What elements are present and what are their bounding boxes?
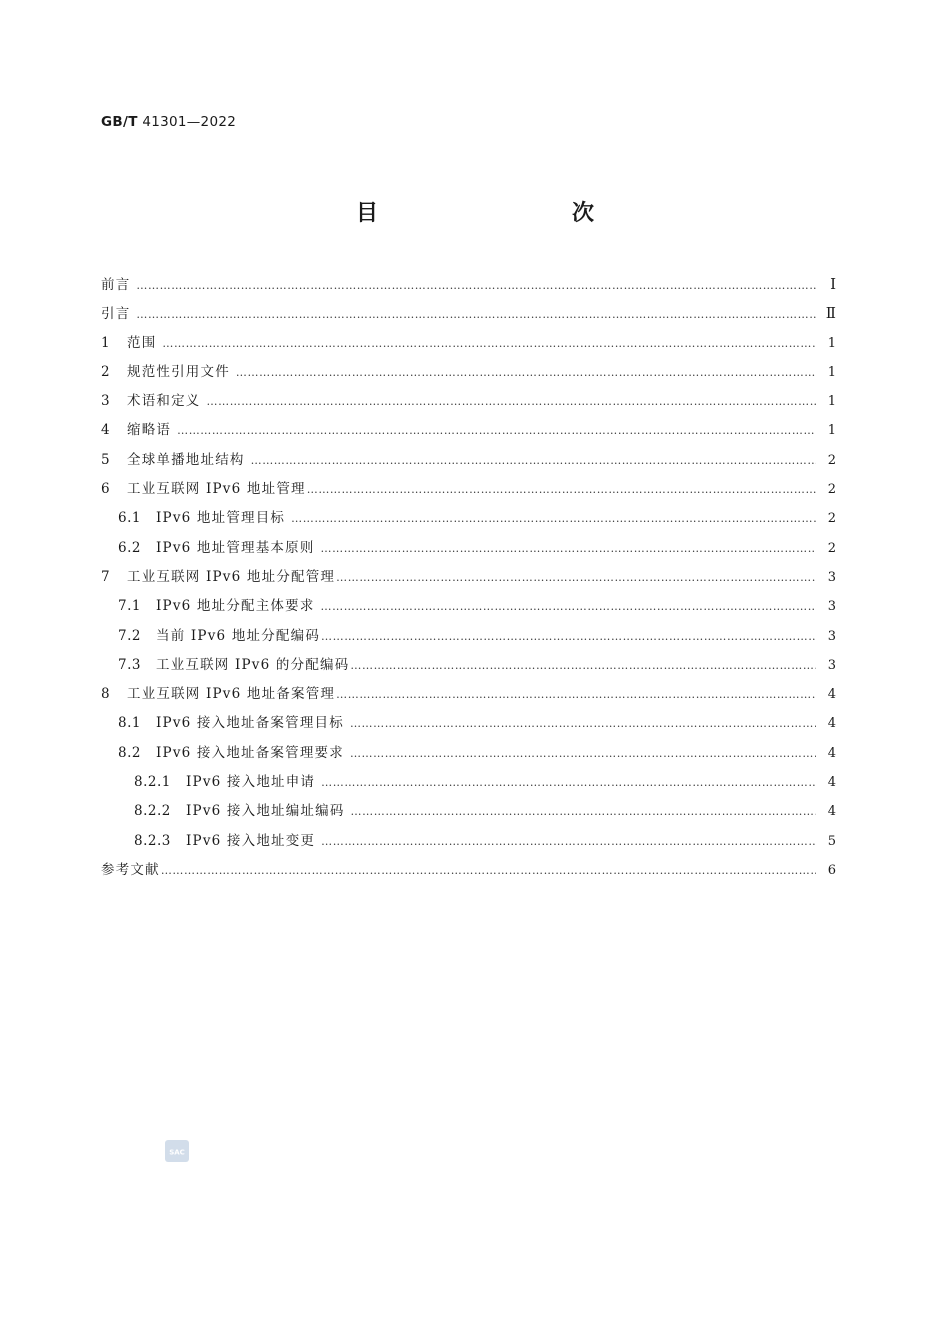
dot-leader bbox=[136, 300, 816, 329]
table-of-contents bbox=[101, 270, 836, 885]
toc-entry-page: 5 bbox=[827, 833, 836, 849]
toc-entry-page: 3 bbox=[827, 599, 836, 615]
dot-leader bbox=[350, 739, 816, 768]
toc-entry-title: 全球单播地址结构 bbox=[127, 451, 245, 468]
dot-leader bbox=[136, 271, 816, 300]
toc-entry-page: 2 bbox=[827, 482, 836, 498]
toc-entry-page: 4 bbox=[827, 775, 836, 791]
toc-entry-page: 1 bbox=[827, 423, 836, 439]
toc-entry-page: 6 bbox=[827, 862, 836, 878]
toc-entry-page: 4 bbox=[827, 804, 836, 820]
dot-leader bbox=[307, 475, 816, 504]
seal-label: SAC bbox=[169, 1148, 185, 1157]
toc-entry-number: 1 bbox=[101, 334, 111, 351]
toc-entry-page: 3 bbox=[827, 569, 836, 585]
toc-entry-title: 工业互联网 IPv6 地址管理 bbox=[127, 481, 306, 498]
toc-entry-page: Ⅱ bbox=[825, 304, 836, 323]
dot-leader bbox=[321, 622, 816, 651]
toc-entry-number: 4 bbox=[101, 422, 111, 439]
toc-entry-page: Ⅰ bbox=[830, 275, 836, 293]
toc-entry[interactable] bbox=[101, 475, 836, 504]
dot-leader bbox=[321, 592, 816, 621]
toc-entry-title: IPv6 地址管理目标 bbox=[156, 510, 286, 527]
dot-leader bbox=[350, 709, 816, 738]
dot-leader bbox=[251, 446, 816, 475]
toc-entry[interactable] bbox=[101, 387, 836, 416]
dot-leader bbox=[291, 504, 816, 533]
toc-entry[interactable] bbox=[101, 563, 836, 592]
toc-entry-number: 7.2 bbox=[118, 627, 141, 644]
dot-leader bbox=[162, 329, 816, 358]
toc-entry-title: 工业互联网 IPv6 的分配编码 bbox=[156, 656, 350, 673]
toc-entry[interactable] bbox=[101, 797, 836, 826]
toc-entry-page: 3 bbox=[827, 628, 836, 644]
toc-entry[interactable] bbox=[101, 768, 836, 797]
toc-entry-title: IPv6 地址管理基本原则 bbox=[156, 539, 315, 556]
toc-entry[interactable] bbox=[101, 416, 836, 445]
toc-entry-number: 8.2.1 bbox=[134, 774, 171, 791]
toc-entry-number: 6 bbox=[101, 481, 111, 498]
toc-entry-title: IPv6 地址分配主体要求 bbox=[156, 598, 315, 615]
standard-code bbox=[101, 114, 236, 130]
dot-leader bbox=[321, 768, 816, 797]
toc-entry-number: 3 bbox=[101, 393, 111, 410]
toc-entry[interactable] bbox=[101, 592, 836, 621]
toc-entry-title: 前言 bbox=[101, 277, 131, 293]
toc-entry[interactable] bbox=[101, 739, 836, 768]
toc-entry-title: 当前 IPv6 地址分配编码 bbox=[156, 627, 321, 644]
toc-entry-number: 2 bbox=[101, 363, 111, 380]
toc-entry[interactable] bbox=[101, 651, 836, 680]
toc-entry[interactable] bbox=[101, 299, 836, 328]
toc-entry-number: 7 bbox=[101, 568, 111, 585]
toc-entry-number: 5 bbox=[101, 451, 111, 468]
toc-entry-page: 2 bbox=[827, 540, 836, 556]
toc-entry-number: 8.1 bbox=[118, 715, 141, 732]
toc-entry[interactable] bbox=[101, 534, 836, 563]
sac-seal-icon bbox=[164, 1139, 190, 1163]
toc-entry-page: 1 bbox=[827, 394, 836, 410]
standard-number: 41301—2022 bbox=[142, 114, 237, 130]
toc-entry[interactable] bbox=[101, 622, 836, 651]
dot-leader bbox=[207, 387, 817, 416]
toc-entry-page: 1 bbox=[827, 364, 836, 380]
toc-entry[interactable] bbox=[101, 504, 836, 533]
dot-leader bbox=[161, 856, 816, 885]
toc-entry-page: 2 bbox=[827, 511, 836, 527]
toc-entry[interactable] bbox=[101, 446, 836, 475]
toc-entry-number: 8.2.3 bbox=[134, 832, 171, 849]
toc-entry[interactable] bbox=[101, 270, 836, 299]
dot-leader bbox=[336, 563, 816, 592]
toc-entry-number: 6.2 bbox=[118, 539, 141, 556]
toc-entry-title: 参考文献 bbox=[101, 861, 160, 878]
toc-entry[interactable] bbox=[101, 329, 836, 358]
toc-entry-title: IPv6 接入地址备案管理目标 bbox=[156, 715, 344, 732]
dot-leader bbox=[177, 416, 816, 445]
toc-entry-number: 7.1 bbox=[118, 598, 141, 615]
toc-entry-title: IPv6 接入地址编址编码 bbox=[186, 803, 345, 820]
toc-entry-title: 工业互联网 IPv6 地址备案管理 bbox=[127, 686, 336, 703]
toc-entry-title: 范围 bbox=[127, 334, 157, 351]
toc-entry-title: 引言 bbox=[101, 306, 131, 323]
toc-entry-page: 4 bbox=[827, 745, 836, 761]
dot-leader bbox=[350, 651, 816, 680]
page-title: 目 次 bbox=[355, 201, 644, 226]
toc-entry[interactable] bbox=[101, 358, 836, 387]
toc-entry-page: 3 bbox=[827, 657, 836, 673]
toc-entry-page: 4 bbox=[827, 687, 836, 703]
toc-entry-page: 1 bbox=[827, 335, 836, 351]
toc-entry-number: 8.2 bbox=[118, 744, 141, 761]
toc-entry-number: 6.1 bbox=[118, 510, 141, 527]
toc-entry-number: 8 bbox=[101, 686, 111, 703]
toc-entry-page: 4 bbox=[827, 716, 836, 732]
toc-entry[interactable] bbox=[101, 827, 836, 856]
toc-entry-title: IPv6 接入地址变更 bbox=[186, 832, 316, 849]
toc-entry-number: 8.2.2 bbox=[134, 803, 171, 820]
toc-entry-title: IPv6 接入地址备案管理要求 bbox=[156, 744, 344, 761]
toc-entry-title: 规范性引用文件 bbox=[127, 363, 230, 380]
toc-entry-title: 工业互联网 IPv6 地址分配管理 bbox=[127, 568, 336, 585]
toc-entry[interactable] bbox=[101, 709, 836, 738]
dot-leader bbox=[336, 680, 816, 709]
toc-entry-page: 2 bbox=[827, 452, 836, 468]
dot-leader bbox=[236, 358, 816, 387]
toc-entry-number: 7.3 bbox=[118, 656, 141, 673]
dot-leader bbox=[321, 534, 816, 563]
toc-entry-title: IPv6 接入地址申请 bbox=[186, 774, 316, 791]
dot-leader bbox=[351, 797, 816, 826]
dot-leader bbox=[321, 827, 816, 856]
toc-entry[interactable] bbox=[101, 856, 836, 885]
toc-entry-title: 缩略语 bbox=[127, 422, 172, 439]
toc-entry-title: 术语和定义 bbox=[127, 393, 201, 410]
standard-prefix: GB/T bbox=[101, 114, 138, 130]
toc-entry[interactable] bbox=[101, 680, 836, 709]
